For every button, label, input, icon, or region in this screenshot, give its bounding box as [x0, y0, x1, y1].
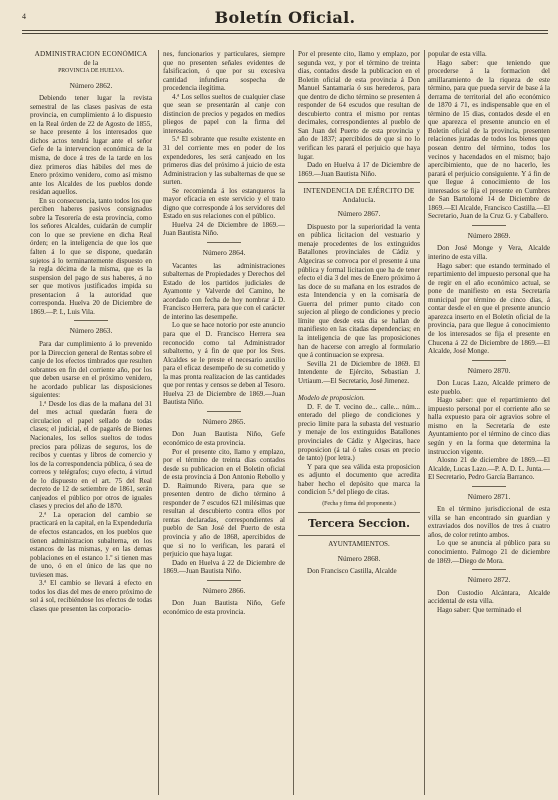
paragraph: D. F. de T. vecino de... calle... núm... enterado del pliego de condiciones y precio límite para la subasta del vestuario y menaje de los extinguidos Batallones provinciales de Cádiz y Algeciras, hace proposicion (á tal ó tales cosas en precio de tanto) (por letra.)	[298, 402, 420, 463]
paragraph: Alosno 21 de diciembre de 1869.—El Alcalde, Lucas Lazo.—P. A. D. L. Junta.—El Secretario, Pedro García Barranco.	[428, 456, 550, 482]
paragraph: En su consecuencia, tanto todos los que perciben haberes pasivos consignados sobre la Tesorería de esta provincia, como los señores Alcaldes, cuidarán de cumplir con lo que se previene en dicha Real órden; en la inteligencia de que los que falten á lo que se dispone, quedarán sujetos á lo terminantemente dispuesto en la regla décima de la misma, que es la suspension del pago de sus haberes, á no ser que motivos justificados impida su presentacion á la autoridad que corresponda. Huelva 20 de Diciembre de 1869.—P. I., Luis Vila.	[30, 196, 152, 316]
section-rule	[298, 512, 420, 513]
paragraph: Dado en Huelva á 22 de Diciembre de 1869.—Juan Bautista Niño.	[163, 558, 285, 576]
header-rule-double	[22, 33, 548, 34]
paragraph: Don Custodio Alcántara, Alcalde accidental de esta villa.	[428, 588, 550, 606]
column-4	[428, 50, 550, 795]
notice-number: Número 2868.	[337, 553, 381, 563]
notice-number: Número 2870.	[467, 365, 511, 375]
paragraph: Sevilla 21 de Diciembre de 1869. El Intendente de Ejército, Sebastian J. Urtiaum.—El Secretario, José Jimenez.	[298, 359, 420, 385]
section-heading: Andalucía.	[342, 195, 376, 204]
paragraph: Lo que se anuncia al público para su conocimiento. Palmogo 21 de diciembre de 1869.—Diego de Mora.	[428, 539, 550, 565]
paragraph: Lo que se hace notorio por este anuncio para que el D. Francisco Herrera sea reconocido como tal Administrador subalterno, y á fin de que por los Sres. Alcaldes se le preste el necesario auxilio para el eficaz desempeño de su cometido y la mas pronta realizacion de las cantidades que por rentas y censos se deben al Tesoro. Huelva 23 de Diciembre de 1869.—Juan Bautista Niño.	[163, 321, 285, 407]
separator-rule	[472, 360, 506, 361]
paragraph: Dado en Huelva á 17 de Diciembre de 1869.—Juan Bautista Niño.	[298, 161, 420, 178]
separator-rule	[342, 389, 376, 390]
notice-number: Número 2867.	[337, 209, 381, 219]
separator-rule	[74, 320, 108, 321]
notice-number: Número 2863.	[69, 326, 113, 336]
paragraph: 4.ª Los sellos sueltos de cualquier clase que sean se presentarán al canje con distincion de precios y pegados en medios pliegos de papel con la firma del interesado.	[163, 92, 285, 135]
section-subheading: PROVINCIA DE HUELVA.	[58, 68, 124, 75]
paragraph: Huelva 24 de Diciembre de 1869.—Juan Bautista Niño.	[163, 220, 285, 238]
paragraph: Se recomienda á los estanqueros la mayor eficacia en este servicio y el trato digno que corresponde á los servidores del Estado en sus relaciones con el público.	[163, 186, 285, 221]
columns-area	[30, 50, 550, 795]
section-title: Tercera Seccion.	[308, 517, 410, 531]
separator-rule	[472, 486, 506, 487]
header-rule	[22, 30, 548, 31]
paragraph: Dispuesto por la superioridad la venta en pública licitacion del vestuario y menaje procedentes de los extinguidos Batallones provinciales de Cádiz y Algeciras se convoca por el presente á una pública y formal licitacion que ha de tener efecto el dia 3 del mes de Enero próximo á las doce de su mañana en los estrados de esta Intendencia y en la comisaría de Guerra del primer punto citado con sujecion al pliego de condiciones y precio límite que desde esta dia se hallan de manifiesto en las citadas dependencias; en la inteligencia de que las proposiciones han de hacerse con arreglo al formulario que á continuacion se expresa.	[298, 222, 420, 360]
paragraph: Por el presente cito, llamo y emplazo, por el término de treinta dias contados desde su publicacion en el Boletin oficial de esta provincia á Don Antonio Rebollo y D. Raimundo Rivera, para que se presenten dentro de dicho término á responder de 7 escudos 621 milésimas que resultan al descubierto contra ellos por rentas declaradas, correspondientes al pueblo de San José del Puerto de esta provincia y año de 1868, apercibidos de que si no lo verifican, les parará el perjuicio que haya lugar.	[163, 447, 285, 559]
column-divider	[424, 50, 425, 795]
paragraph: Don Lucas Lazo, Alcalde primero de este pueblo.	[428, 379, 550, 396]
notice-number: Número 2865.	[202, 416, 246, 426]
paragraph: 5.ª El sobrante que resulte existente en 31 del corriente mes en poder de los expendedores, les será canjeado en los primeros dias del próximo á juicio de esta Administracion y las subalternas de que se surten.	[163, 135, 285, 187]
separator-rule	[472, 569, 506, 570]
notice-number: Número 2871.	[467, 491, 511, 501]
paragraph-continued: nes, funcionarios y particulares, siempre que no presenten señales evidentes de falsificacion, ó que por su excesiva cantidad infundiera sospecha de procedencia ilegítima.	[163, 50, 285, 93]
separator-rule	[207, 242, 241, 243]
column-2	[163, 50, 285, 795]
column-divider	[158, 50, 159, 795]
section-rule	[298, 182, 420, 183]
paragraph: 2.ª La operacion del cambio se practicará en la capital, en la Expendeduría de efectos estancados, en los pueblos que tienen administracion subalterna, en los estancos de las mismas, y en las demas poblaciones en el estanco 1.º si tienen mas de uno, ó en el único de las que no tuviesen mas.	[30, 510, 152, 579]
notice-number: Número 2872.	[467, 575, 511, 585]
notice-number: Número 2869.	[467, 230, 511, 240]
separator-rule	[207, 580, 241, 581]
section-heading: INTENDENCIA DE EJÉRCITO DE	[303, 187, 415, 196]
paragraph: Para dar cumplimiento á lo prevenido por la Direccion general de Rentas sobre el canje de los efectos timbrados que resulten sobrantes en fin del corriente año, por los que deben usarse en el próximo venidero, he acordado publicar las disposiciones siguientes:	[30, 339, 152, 400]
paragraph: 1.ª Desde los dias de la mañana del 31 del mes actual quedarán fuera de circulacion el papel sellado de todas clases; el judicial, el de pagarés de Bienes Nacionales, los sellos sueltos de todos precios para pólizas de seguros, los de recibos y cuentas y libros de comercio y los de la correspondencia pública, ó sea de correos y telégrafos; cuyo efecto, á virtud de lo dispuesto en el art. 75 del Real decreto de 12 de setiembre de 1861, serán canjeados el público por otros de iguales clases y precios del año de 1870.	[30, 399, 152, 511]
separator-rule	[472, 225, 506, 226]
page-header	[22, 8, 548, 38]
section-rule	[298, 535, 420, 536]
paragraph: Hago saber: Que terminado el	[437, 605, 522, 614]
paragraph: Don Juan Bautista Niño, Gefe económico de esta provincia.	[163, 599, 285, 616]
paragraph-continued: Por el presente cito, llamo y emplazo, por segunda vez, y por el término de treinta dias, contados desde la publicacion en el Boletin oficial de esta provincia á Don Manuel Santamaría ó sus herederos, para que dentro de dicho término se presenten á responder de 64 escudos que resultan de descubierto contra el mismo por rentas decimales, correspondientes al pueblo de San Juan del Puerto de esta provincia y año de 1837; apercibidos de que si no lo verifican les parará el perjuicio que haya lugar.	[298, 50, 420, 161]
paragraph: Debiendo tener lugar la revista semestral de las clases pasivas de esta provincia, en cumplimiento á lo dispuesto en la Real órden de 22 de Agosto de 1855, se hace presente á los interesados que dichos actos tendrá lugar ante el señor Gefe de la intervencion económica de la misma, de doce á tres de la tarde en los diez primeros días hábiles del mes de Enero próximo venidero, como así mismo ante los Alcaldes de los pueblos donde residan aquellos.	[30, 94, 152, 197]
notice-number: Número 2864.	[202, 248, 246, 258]
notice-number: Número 2866.	[202, 585, 246, 595]
paragraph-continued: popular de esta villa.	[428, 50, 487, 58]
column-1	[30, 50, 152, 795]
separator-rule	[207, 411, 241, 412]
paragraph: Don José Monge y Vera, Alcalde interino de esta villa.	[428, 244, 550, 262]
paragraph: Vacantes las administraciones subalternas de Propiedades y Derechos del Estado de los partidos judiciales de Ayamonte y Valverde del Camino, he acordado con fecha de hoy nombrar á D. Francisco Herrera, para que con el carácter de interino las desempeñe.	[163, 261, 285, 321]
paragraph: Hago saber: que estando terminado el repartimiento del impuesto personal que ha de regir en el año económico actual, se pone de manifiesto en esta Secretaría municipal por término de cinco dias, á contar desde el en que el presente anuncio aparezca inserto en el Boletín oficial de la provincia, para que llegue á conocimiento de los interesados se fija el presente en Chucena á 22 de Diciembre de 1869.—El Alcalde, José Monge.	[428, 261, 550, 356]
page-number: 4	[22, 12, 26, 21]
section-heading: AYUNTAMIENTOS.	[328, 540, 390, 549]
section-heading: ADMINISTRACION ECONÓMICA	[34, 50, 148, 58]
page-title: Boletín Oficial.	[214, 8, 356, 27]
paragraph: Hago saber: que el repartimiento del impuesto personal por el corriente año se halla expuesto para oir agravios sobre el mismo en la Secretaría de este Ayuntamiento por el término de cinco dias según y en la forma que determina la instruccion vigente.	[428, 396, 550, 456]
paragraph: Y para que sea válida esta proposicion es adjunto el documento que acredita haber hecho el depósito que marca la condicion 5.ª del pliego de citas.	[298, 462, 420, 497]
notice-number: Número 2862.	[69, 80, 113, 90]
column-3	[298, 50, 420, 795]
paragraph: Don Juan Bautista Niño, Gefe económico de esta provincia.	[163, 430, 285, 447]
paragraph: En el término jurisdiccional de esta villa se han encontrado sin guardian y extraviados dos novillos de tres á cuatro años, de color retinto ambos.	[428, 505, 550, 539]
paragraph: Don Francisco Castilla, Alcalde	[307, 567, 397, 576]
form-note: (Fecha y firma del proponente.)	[322, 500, 396, 507]
paragraph: 3.ª El cambio se llevará á efecto en todos los dias del mes de enero próximo de sol á sol, recibiéndose los efectos de todas clases que presenten las corporacio-	[30, 579, 152, 613]
paragraph: Hago saber: que teniendo que procederse á la formacion del amillaramiento de la riqueza de este término, para que pueda servir de base á la derrama de territorial del año económico de 1870 á 71, es indispensable que en el término de 15 dias, contados desde el en que aparezca el presente anuncio en el Boletin oficial de la provincia, presenten relaciones juradas de todos los bienes que posean dentro del término, todos los vecinos y hacendados en el mismo; bajo apercibimiento, que de no hacerlo, les parará el perjuicio consiguiente. Y á fin de que llegue á conocimiento de los interesados se fija el presente en Cumbres de San Bartolomé 14 de Diciembre de 1869.—El Alcalde, Francisco Castilla.—El Secretario, Juan de la Cruz G. y Caballero.	[428, 58, 550, 221]
column-divider	[293, 50, 294, 795]
section-heading: de la	[83, 58, 99, 67]
form-title: Modelo de proposicion.	[298, 394, 365, 403]
